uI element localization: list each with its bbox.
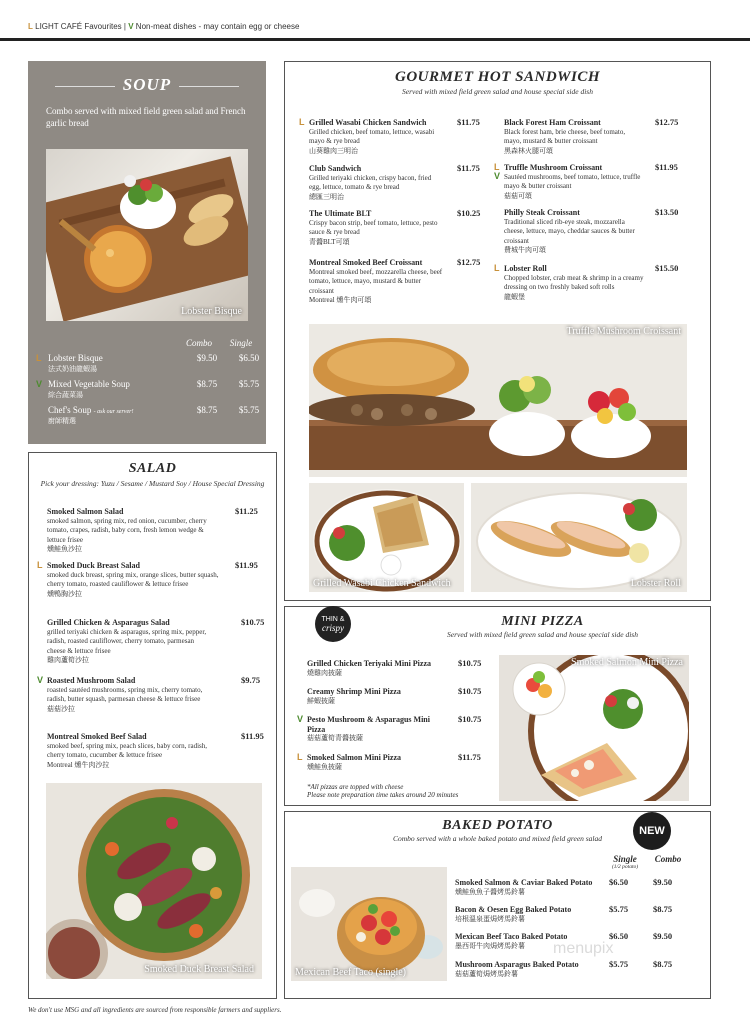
salad-item-price: $9.75 [241, 675, 261, 685]
soup-item-name-text: Chef's Soup [48, 405, 92, 415]
pizza-item-price: $11.75 [458, 752, 481, 762]
soup-single-price: $6.50 [238, 353, 260, 363]
sandwich-item-desc: Grilled teriyaki chicken, crispy bacon, fried egg, lettuce, tomato & rye bread [309, 173, 432, 191]
salad-item-cn: Montreal 燻牛肉沙拉 [47, 760, 110, 769]
sandwich-item-price: $12.75 [457, 257, 481, 267]
soup-item-cn: 廚師精選 [48, 417, 76, 425]
lobster-bisque-photo [46, 149, 248, 321]
wasabi-sandwich-photo [309, 483, 464, 592]
v-legend-text: Non-meat dishes - may contain egg or cheese [135, 22, 300, 31]
potato-subtitle: Combo served with a whole baked potato and mixed field green salad [392, 834, 603, 843]
sandwich-item-desc: Traditional sliced rib-eye steak, mozzarella cheese, lettuce, mayo, cheddar sauces & butter croissant [504, 217, 635, 245]
l-mark: L [37, 560, 43, 570]
sandwich-item-price: $11.95 [655, 162, 678, 172]
footer-note: We don't use MSG and all ingredients are sourced from responsible farmers and suppliers. [28, 1006, 282, 1014]
soup-combo-price: $9.50 [196, 353, 218, 363]
soup-title: SOUP [28, 75, 266, 95]
salad-item-desc: smoked duck breast, spring mix, orange slices, butter squash, cherry tomato, roasted cauliflower & lettuce frisee [47, 570, 219, 588]
sandwich-item [309, 209, 489, 247]
pizza-item-cn: 鮮蝦披薩 [307, 696, 335, 705]
salad-item-cn: 菇菇沙拉 [47, 704, 75, 713]
lobster-roll-caption: Lobster Roll [630, 578, 681, 589]
sandwich-item-name: Club Sandwich [309, 164, 362, 173]
pizza-item [307, 687, 497, 706]
top-rule [0, 38, 750, 41]
duck-salad-illustration [46, 783, 262, 979]
v-mark: V [128, 22, 134, 31]
soup-item-name [48, 405, 133, 415]
soup-col-single: Single [229, 338, 253, 348]
sandwich-item-name: Philly Steak Croissant [504, 208, 580, 217]
potato-item [455, 960, 685, 979]
salad-item-cn: 燻鴨胸沙拉 [47, 589, 82, 598]
salad-section [28, 452, 277, 999]
soup-subtitle: Combo served with mixed field green salad and French garlic bread [46, 106, 246, 128]
pizza-subtitle: Served with mixed field green salad and house special side dish [447, 630, 638, 639]
sandwich-item-name: Montreal Smoked Beef Croissant [309, 258, 423, 267]
new-badge: NEW [633, 812, 671, 850]
sandwich-item-desc: Sautéed mushrooms, beef tomato, lettuce, truffle mayo & butter croissant [504, 172, 641, 190]
soup-column-heads [178, 338, 262, 348]
salad-item-cn: 燻鮭魚沙拉 [47, 545, 82, 553]
potato-single-price: $6.50 [609, 931, 629, 941]
potato-item-name: Mexican Beef Taco Baked Potato [455, 932, 568, 941]
sandwich-item-cn: 總匯三明治 [309, 192, 344, 201]
lv-mark: L V [494, 162, 501, 181]
badge-top-text: THIN & [321, 616, 345, 623]
pizza-item-cn: 燻鮭魚披薩 [307, 762, 342, 771]
potato-item-cn: 菇菇蘆筍焗烤馬鈴薯 [455, 969, 518, 978]
salad-item-name: Montreal Smoked Beef Salad [47, 732, 147, 741]
potato-col-single-note: (1/2 potato) [611, 864, 639, 870]
sandwich-item-price: $13.50 [655, 207, 679, 217]
salad-item-desc: smoked salmon, spring mix, red onion, cucumber, cherry tomato, crapes, radish, baby corn, fresh lemon wedge & lettuce frisee [47, 516, 207, 544]
soup-item-name: Mixed Vegetable Soup [48, 379, 130, 389]
salad-item-cn: 雞肉蘆筍沙拉 [47, 656, 89, 664]
salad-item [37, 675, 267, 714]
soup-col-combo: Combo [185, 338, 212, 348]
soup-item-cn: 綜合蔬菜湯 [48, 391, 83, 399]
potato-section [284, 811, 711, 999]
legend-separator: | [123, 22, 126, 31]
l-mark: L [494, 263, 500, 273]
sandwich-item [299, 117, 489, 156]
salad-item [47, 618, 267, 666]
sandwich-item-desc: Chopped lobster, crab meat & shrimp in a creamy dressing on two freshly baked soft rolls [504, 273, 644, 291]
potato-combo-price: $8.75 [653, 959, 673, 969]
salad-item-name: Smoked Duck Breast Salad [47, 561, 140, 570]
pizza-note-cheese: *All pizzas are topped with cheese [307, 783, 404, 791]
lobster-roll-photo [471, 483, 687, 592]
pizza-notes [307, 783, 507, 799]
salad-item-name: Smoked Salmon Salad [47, 507, 124, 516]
sandwich-item [309, 258, 489, 306]
pizza-item-name: Creamy Shrimp Mini Pizza [307, 687, 401, 696]
l-legend-text: LIGHT CAFÉ Favourites [35, 22, 122, 31]
sandwich-item-price: $11.75 [457, 117, 480, 127]
potato-col-single-label: Single [613, 854, 637, 864]
soup-item-name: Lobster Bisque [48, 353, 103, 363]
salad-item-price: $11.95 [235, 560, 258, 570]
soup-combo-price: $8.75 [196, 405, 218, 415]
sandwich-item [494, 263, 704, 302]
sandwich-item-desc: Black forest ham, brie cheese, beef tomato, mayo, mustard & butter croissant [504, 127, 626, 145]
croissant-illustration [309, 324, 687, 477]
potato-combo-price: $9.50 [653, 931, 673, 941]
sandwich-item [309, 164, 489, 202]
sandwich-item-desc: Grilled chicken, beef tomato, lettuce, wasabi mayo & rye bread [309, 127, 435, 145]
soup-section [28, 61, 266, 444]
salad-item-price: $11.25 [235, 506, 258, 516]
thin-crispy-badge [315, 606, 351, 642]
sandwich-section [284, 61, 711, 601]
pizza-item-price: $10.75 [458, 658, 482, 668]
sandwich-item-name: The Ultimate BLT [309, 209, 372, 218]
legend-bar [28, 22, 750, 42]
sandwich-item-cn: 菇菇可頌 [504, 191, 532, 200]
salmon-pizza-photo [499, 655, 689, 801]
potato-title: BAKED POTATO [442, 818, 553, 833]
l-mark: L [299, 117, 305, 127]
pizza-item-price: $10.75 [458, 686, 482, 696]
salad-item [47, 507, 267, 555]
sandwich-title: GOURMET HOT SANDWICH [394, 69, 601, 85]
salad-photo-caption: Smoked Duck Breast Salad [144, 964, 254, 975]
taco-potato-illustration [291, 867, 447, 981]
potato-col-single [607, 854, 643, 870]
badge-bottom-text: crispy [322, 623, 344, 633]
salad-title: SALAD [128, 461, 177, 476]
l-mark: L [297, 752, 303, 762]
sandwich-item-desc: Montreal smoked beef, mozzarella cheese, beef tomato, lettuce, mayo, mustard & butter croissant [309, 267, 443, 295]
potato-item-name: Smoked Salmon & Caviar Baked Potato [455, 878, 593, 887]
menupix-watermark: menupix [553, 940, 614, 957]
v-mark: V [36, 379, 43, 389]
potato-item [455, 905, 685, 924]
soup-single-price: $5.75 [238, 379, 260, 389]
v-mark: V [297, 714, 304, 724]
croissant-photo [309, 324, 687, 477]
pizza-title: MINI PIZZA [501, 614, 584, 629]
sandwich-item-cn: 龍蝦堡 [504, 292, 525, 301]
potato-photo-caption: Mexican Beef Taco (single) [295, 967, 407, 978]
croissant-caption: Truffle Mushroom Croissant [566, 326, 681, 337]
potato-item-cn: 墨西哥牛肉焗烤馬鈴薯 [455, 941, 525, 950]
sandwich-item-price: $10.25 [457, 208, 481, 218]
soup-item-note: - ask our server! [93, 409, 134, 415]
sandwich-item [494, 162, 704, 201]
sandwich-item-cn: 黑森林火腿可頌 [504, 146, 553, 155]
v-mark: V [37, 675, 44, 685]
sandwich-item-price: $15.50 [655, 263, 679, 273]
soup-photo-caption: Lobster Bisque [181, 306, 242, 317]
sandwich-item-price: $12.75 [655, 117, 679, 127]
sandwich-item-name: Black Forest Ham Croissant [504, 118, 601, 127]
soup-combo-price: $8.75 [196, 379, 218, 389]
pizza-item-cn: 燒雞肉披薩 [307, 668, 342, 677]
soup-single-price: $5.75 [238, 405, 260, 415]
sandwich-item-cn: 青醬BLT可頌 [309, 237, 350, 246]
sandwich-item-cn: Montreal 燻牛肉可頌 [309, 296, 372, 304]
salad-subtitle: Pick your dressing: Yuzu / Sesame / Mustard Soy / House Special Dressing [40, 479, 265, 488]
pizza-item-name: Grilled Chicken Teriyaki Mini Pizza [307, 659, 431, 668]
soup-item-cn: 法式奶油龍蝦湯 [48, 365, 97, 373]
potato-combo-price: $8.75 [653, 904, 673, 914]
pizza-item-price: $10.75 [458, 714, 482, 724]
pizza-item [297, 714, 497, 744]
l-mark: L [28, 22, 33, 31]
potato-item-cn: 燻鮭魚魚子醬烤馬鈴薯 [455, 887, 525, 896]
sandwich-item-name: Lobster Roll [504, 264, 547, 273]
salad-item [47, 732, 267, 770]
salad-item [37, 560, 267, 599]
pizza-note-time: Please note preparation time takes around 20 minutes [307, 791, 459, 799]
sandwich-item-name: Grilled Wasabi Chicken Sandwich [309, 118, 427, 127]
salmon-pizza-illustration [499, 655, 689, 801]
salad-item-price: $10.75 [241, 617, 265, 627]
sandwich-item-price: $11.75 [457, 163, 480, 173]
potato-single-price: $5.75 [609, 904, 629, 914]
taco-potato-photo [291, 867, 447, 981]
pizza-section [284, 606, 711, 806]
sandwich-item [504, 208, 704, 256]
salad-item-name: Grilled Chicken & Asparagus Salad [47, 618, 170, 627]
potato-single-price: $6.50 [609, 877, 629, 887]
pizza-item [307, 659, 497, 678]
sandwich-item-desc: Crispy bacon strip, beef tomato, lettuce, pesto sauce & rye bread [309, 218, 438, 236]
pizza-item [297, 752, 497, 772]
pizza-photo-caption: Smoked Salmon Mini Pizza [571, 657, 683, 668]
pizza-item-name: Pesto Mushroom & Asparagus Mini Pizza [307, 715, 430, 734]
sandwich-item-name: Truffle Mushroom Croissant [504, 163, 603, 172]
salad-item-price: $11.95 [241, 731, 264, 741]
l-mark: L [36, 353, 42, 363]
sandwich-item-cn: 山葵雞肉三明治 [309, 146, 358, 155]
potato-item-name: Bacon & Oesen Egg Baked Potato [455, 905, 572, 914]
lobster-roll-illustration [471, 483, 687, 592]
salad-item-name: Roasted Mushroom Salad [47, 676, 136, 685]
pizza-item-name: Smoked Salmon Mini Pizza [307, 753, 402, 762]
bisque-illustration [46, 149, 248, 321]
wasabi-illustration [309, 483, 464, 592]
sandwich-subtitle: Served with mixed field green salad and house special side dish [402, 87, 593, 96]
potato-col-combo: Combo [654, 854, 682, 864]
potato-combo-price: $9.50 [653, 877, 673, 887]
wasabi-caption: Grilled Wasabi Chicken Sandwich [313, 578, 451, 589]
potato-item-name: Mushroom Asparagus Baked Potato [455, 960, 579, 969]
salad-item-desc: grilled teriyaki chicken & asparagus, spring mix, pepper, radish, roasted cauliflower, cherry tomato, parmesan cheese & lettuce frisee [47, 627, 207, 655]
duck-salad-photo [46, 783, 262, 979]
salad-item-desc: smoked beef, spring mix, peach slices, baby corn, radish, cherry tomato, cucumber & lettuce frisee [47, 741, 207, 759]
sandwich-item-cn: 費城牛肉可頌 [504, 246, 546, 254]
potato-item [455, 878, 685, 897]
pizza-item-cn: 菇菇蘆筍青醬披薩 [307, 734, 363, 742]
potato-single-price: $5.75 [609, 959, 629, 969]
sandwich-item [504, 118, 704, 156]
potato-item-cn: 培根溫泉蛋焗烤馬鈴薯 [455, 914, 525, 923]
salad-item-desc: roasted sautéed mushrooms, spring mix, cherry tomato, radish, butter squash, parmesan cheese & lettuce frisee [47, 685, 203, 703]
